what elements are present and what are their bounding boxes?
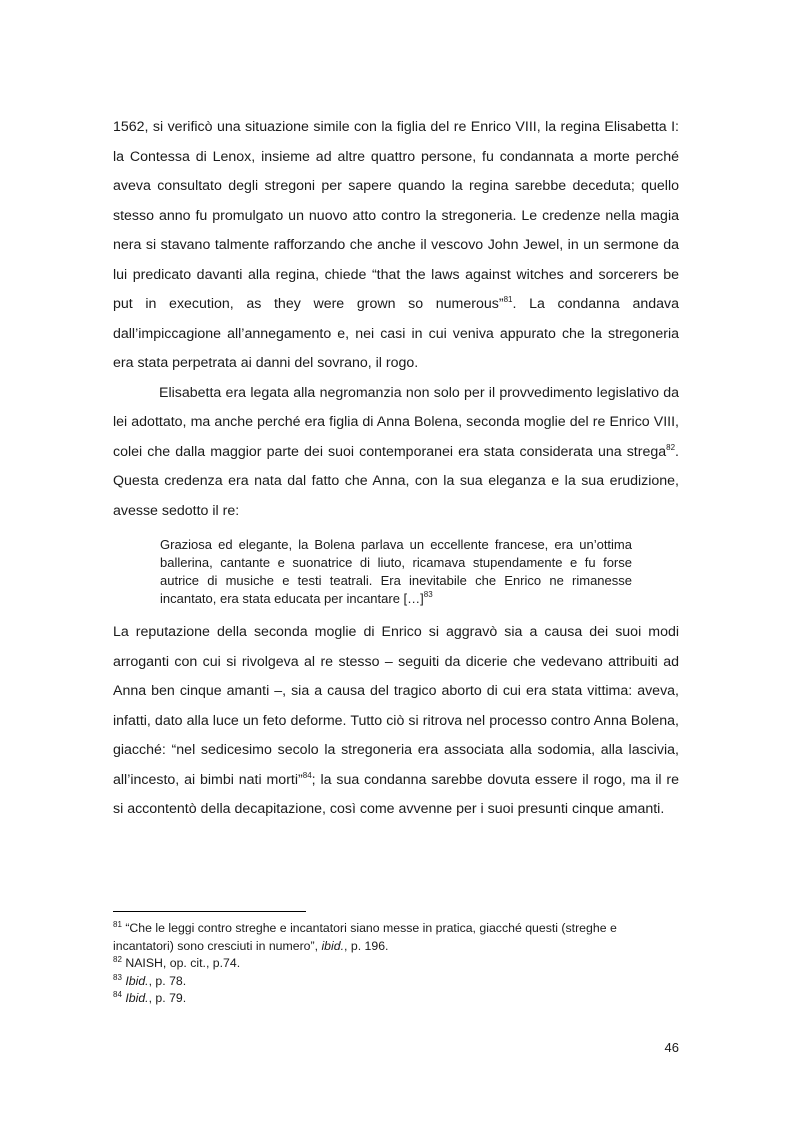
footnote-ref-83[interactable]: 83 bbox=[423, 590, 433, 599]
footnote-84 bbox=[113, 990, 679, 1008]
footnote-number: 82 bbox=[113, 955, 122, 964]
footnote-83 bbox=[113, 973, 679, 991]
footnote-ref-81[interactable]: 81 bbox=[503, 295, 513, 304]
footnote-82 bbox=[113, 955, 679, 973]
footnote-ref-82[interactable]: 82 bbox=[666, 442, 676, 452]
paragraph-2-text-a: Elisabetta era legata alla negromanzia non solo per il provvedimento legislativo da lei adottato, ma anche perché era figlia di Anna Bolena, seconda moglie del re Enrico VIII, colei che dalla maggior parte dei suoi contemporanei era stata considerata una strega bbox=[113, 384, 679, 460]
page-body bbox=[113, 113, 679, 825]
footnotes bbox=[113, 920, 679, 1008]
footnote-tail: , p. 196. bbox=[344, 938, 389, 953]
footnote-tail: , p. 78. bbox=[148, 973, 187, 988]
footnote-italic: ibid. bbox=[321, 938, 345, 953]
paragraph-2-text-b: . Questa credenza era nata dal fatto che Anna, con la sua eleganza e la sua erudizione, avesse sedotto il re: bbox=[113, 443, 679, 519]
footnote-separator bbox=[113, 911, 306, 912]
footnote-tail: , p. 79. bbox=[148, 991, 187, 1005]
block-quote bbox=[160, 536, 632, 608]
footnote-number: 83 bbox=[113, 972, 122, 982]
footnote-italic: Ibid. bbox=[125, 973, 149, 988]
paragraph-3-text-b: ; la sua condanna sarebbe dovuta essere il rogo, ma il re si accontentò della decapitazione, così come avvenne per i suoi presunti cinque amanti. bbox=[113, 771, 679, 817]
block-quote-text: Graziosa ed elegante, la Bolena parlava un eccellente francese, era un’ottima ballerina, cantante e suonatrice di liuto, ricamava stupendamente e fu forse autrice di musiche e testi teatrali. Era inevitabile che Enrico ne rimanesse incantato, era stata educata per incantare […] bbox=[160, 537, 632, 606]
paragraph-1-text-a: 1562, si verificò una situazione simile con la figlia del re Enrico VIII, la regina Elisabetta I: la Contessa di Lenox, insieme ad altre quattro persone, fu condannata a morte perché aveva consultato degli stregoni per sapere quando la regina sarebbe deceduta; quello stesso anno fu promulgato un nuovo atto contro la stregoneria. Le credenze nella magia nera si stavano talmente rafforzando che anche il vescovo John Jewel, in un sermone da lui predicato davanti alla regina, chiede “that the laws against witches and sorcerers be put in execution, as they were grown so numerous” bbox=[113, 119, 679, 312]
footnote-81 bbox=[113, 920, 679, 955]
footnote-number: 84 bbox=[113, 990, 122, 999]
footnote-text: NAISH, op. cit., p.74. bbox=[125, 956, 241, 970]
paragraph-1 bbox=[113, 113, 679, 379]
footnote-number: 81 bbox=[113, 920, 122, 929]
paragraph-3-text-a: La reputazione della seconda moglie di Enrico si aggravò sia a causa dei suoi modi arroganti con cui si rivolgeva al re stesso – seguiti da dicerie che vedevano attribuiti ad Anna ben cinque amanti –, sia a causa del tragico aborto di cui era stata vittima: aveva, infatti, dato alla luce un feto deforme. Tutto ciò si ritrova nel processo contro Anna Bolena, giacché: “nel sedicesimo secolo la stregoneria era associata alla sodomia, alla lascivia, all’incesto, ai bimbi nati morti” bbox=[113, 624, 679, 788]
paragraph-2 bbox=[113, 379, 679, 527]
paragraph-1-text-b: . La condanna andava dall’impiccagione all’annegamento e, nei casi in cui veniva appurato che la stregoneria era stata perpetrata ai danni del sovrano, il rogo. bbox=[113, 296, 680, 371]
page-number: 46 bbox=[664, 1040, 679, 1055]
footnote-ref-84[interactable]: 84 bbox=[302, 770, 312, 780]
footnote-italic: Ibid. bbox=[125, 991, 149, 1005]
footnote-text: “Che le leggi contro streghe e incantatori siano messe in pratica, giacché questi (streghe e incantatori) sono cresciuti in numero”, bbox=[113, 921, 617, 953]
paragraph-3 bbox=[113, 618, 679, 825]
